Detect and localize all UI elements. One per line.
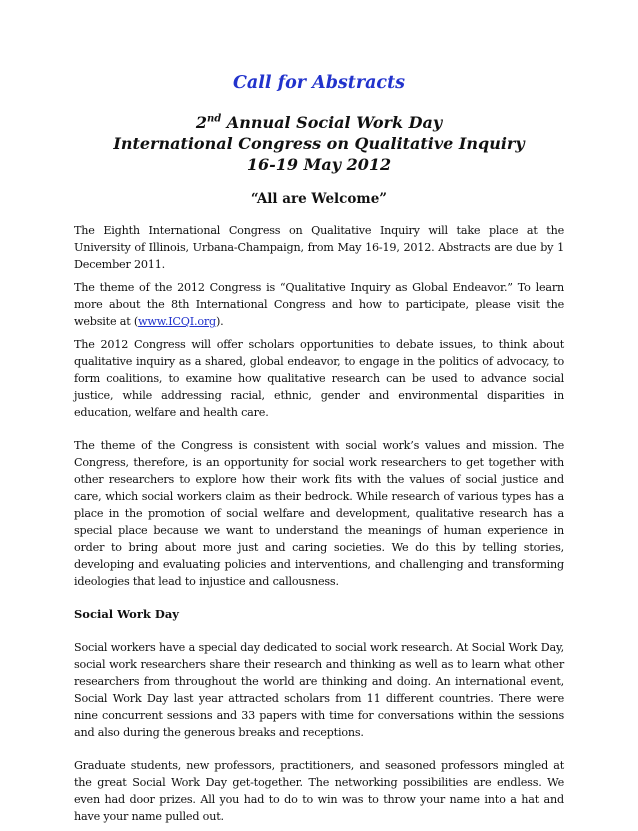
paragraph-social-work-values: The theme of the Congress is consistent with social work’s values and mission. The Congress, therefore, is an opportunity for social work researchers to get together with other researchers to explore how their work fits with the values of social justice and care, which social workers claim as their bedrock. While research of various types has a place in the promotion of social welfare and development, qualitative research has a special place because we want to understand the meanings of human experience in order to bring about more just and caring societies. We do this by telling stories, developing and evaluating policies and interventions, and challenging and transforming ideologies that lead to injustice and callousness.: [74, 439, 564, 588]
section-heading-social-work-day: Social Work Day: [74, 607, 179, 621]
event-dates: 16-19 May 2012: [246, 155, 392, 174]
paragraph-theme: [74, 279, 564, 330]
paragraph-opportunities: The 2012 Congress will offer scholars opportunities to debate issues, to think about qualitative inquiry as a shared, global endeavor, to engage in the politics of advocacy, to form coalitions, to examine how qualitative research can be used to advance social justice, while addressing racial, ethnic, gender and environmental disparities in education, welfare and health care.: [74, 338, 564, 419]
welcome-tagline: “All are Welcome”: [250, 191, 388, 207]
website-link[interactable]: www.ICQI.org: [138, 315, 216, 328]
event-title-text: Annual Social Work Day: [221, 113, 443, 132]
call-for-abstracts-title: Call for Abstracts: [232, 73, 406, 93]
ordinal-suffix: nd: [206, 113, 222, 125]
paragraph-intro: The Eighth International Congress on Qualitative Inquiry will take place at the University of Illinois, Urbana-Champaign, from May 16-19, 2012. Abstracts are due by 1 December 2011.: [74, 224, 564, 271]
document-page: [74, 72, 564, 831]
ordinal-number: 2: [195, 113, 207, 132]
paragraph-networking: Graduate students, new professors, practitioners, and seasoned professors mingled at the great Social Work Day get-together. The networking possibilities are endless. We even had door prizes. All you had to do to win was to throw your name into a hat and have your name pulled out.: [74, 759, 564, 823]
paragraph-theme-text: The theme of the 2012 Congress is “Qualitative Inquiry as Global Endeavor.” To learn more about the 8th International Congress and how to participate, please visit the website at (: [74, 281, 564, 328]
congress-title: International Congress on Qualitative Inquiry: [113, 134, 525, 153]
paragraph-social-work-day: Social workers have a special day dedicated to social work research. At Social Work Day, social work researchers share their research and thinking as well as to learn what other researchers from throughout the world are thinking and doing. An international event, Social Work Day last year attracted scholars from 11 different countries. There were nine concurrent sessions and 33 papers with time for conversations within the sessions and also during the generous breaks and receptions.: [74, 641, 564, 739]
event-title-line1: [74, 112, 564, 133]
paragraph-theme-end: ).: [215, 315, 224, 328]
